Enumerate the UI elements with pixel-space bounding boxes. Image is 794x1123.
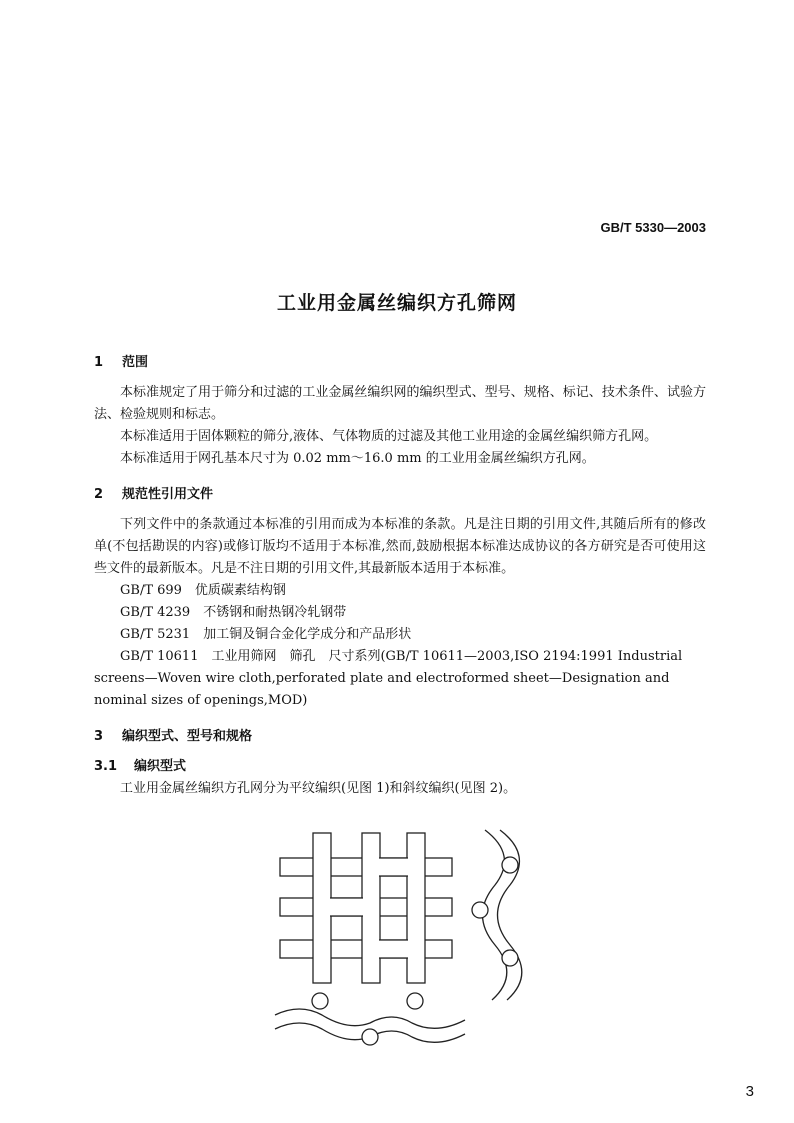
vertical-wire xyxy=(313,833,331,983)
subsection-number: 3.1 xyxy=(94,759,118,774)
reference-item: GB/T 5231 加工铜及铜合金化学成分和产品形状 xyxy=(120,627,412,642)
subsection-title: 编织型式 xyxy=(134,759,187,774)
document-title: 工业用金属丝编织方孔筛网 xyxy=(276,292,517,314)
vertical-wire xyxy=(407,833,425,983)
vertical-wire xyxy=(362,833,380,983)
document-body xyxy=(94,352,706,800)
reference-item: GB/T 4239 不锈钢和耐热钢冷轧钢带 xyxy=(120,605,347,620)
bottom-profile-wire xyxy=(275,993,465,1045)
paragraph: 下列文件中的条款通过本标准的引用而成为本标准的条款。凡是注日期的引用文件,其随后所有的修改单(不包括勘误的内容)或修订版均不适用于本标准,然而,鼓励根据本标准达成协议的各方研究是否可使用这些文件的最新版本。凡是不注日期的引用文件,其最新版本适用于本标准。 xyxy=(94,517,706,576)
section-number: 2 xyxy=(94,487,104,502)
reference-item: GB/T 10611 工业用筛网 筛孔 尺寸系列(GB/T 10611—2003,ISO 2194:1991 Industrial screens—Woven wire cloth,perforated plate and electroformed sheet—Designation and nominal sizes of openings,MOD) xyxy=(94,649,683,708)
paragraph: 本标准适用于网孔基本尺寸为 0.02 mm～16.0 mm 的工业用金属丝编织方孔网。 xyxy=(120,451,595,466)
section-number: 3 xyxy=(94,729,104,744)
section-3-heading xyxy=(94,726,706,748)
page-number: 3 xyxy=(745,1083,754,1100)
section-title: 范围 xyxy=(122,355,149,370)
subsection-3-1-heading xyxy=(94,756,706,778)
section-title: 规范性引用文件 xyxy=(122,487,214,502)
standard-code: GB/T 5330—2003 xyxy=(600,220,706,235)
paragraph: 工业用金属丝编织方孔网分为平纹编织(见图 1)和斜纹编织(见图 2)。 xyxy=(120,781,517,796)
section-1-heading xyxy=(94,352,706,374)
section-number: 1 xyxy=(94,355,104,370)
section-2-heading xyxy=(94,484,706,506)
plain-weave-diagram xyxy=(270,825,530,1050)
paragraph: 本标准规定了用于筛分和过滤的工业金属丝编织网的编织型式、型号、规格、标记、技术条件、试验方法、检验规则和标志。 xyxy=(94,385,706,422)
side-profile-wire xyxy=(472,830,522,1000)
paragraph: 本标准适用于固体颗粒的筛分,液体、气体物质的过滤及其他工业用途的金属丝编织筛方孔网。 xyxy=(120,429,658,444)
section-title: 编织型式、型号和规格 xyxy=(122,729,253,744)
reference-item: GB/T 699 优质碳素结构钢 xyxy=(120,583,286,598)
